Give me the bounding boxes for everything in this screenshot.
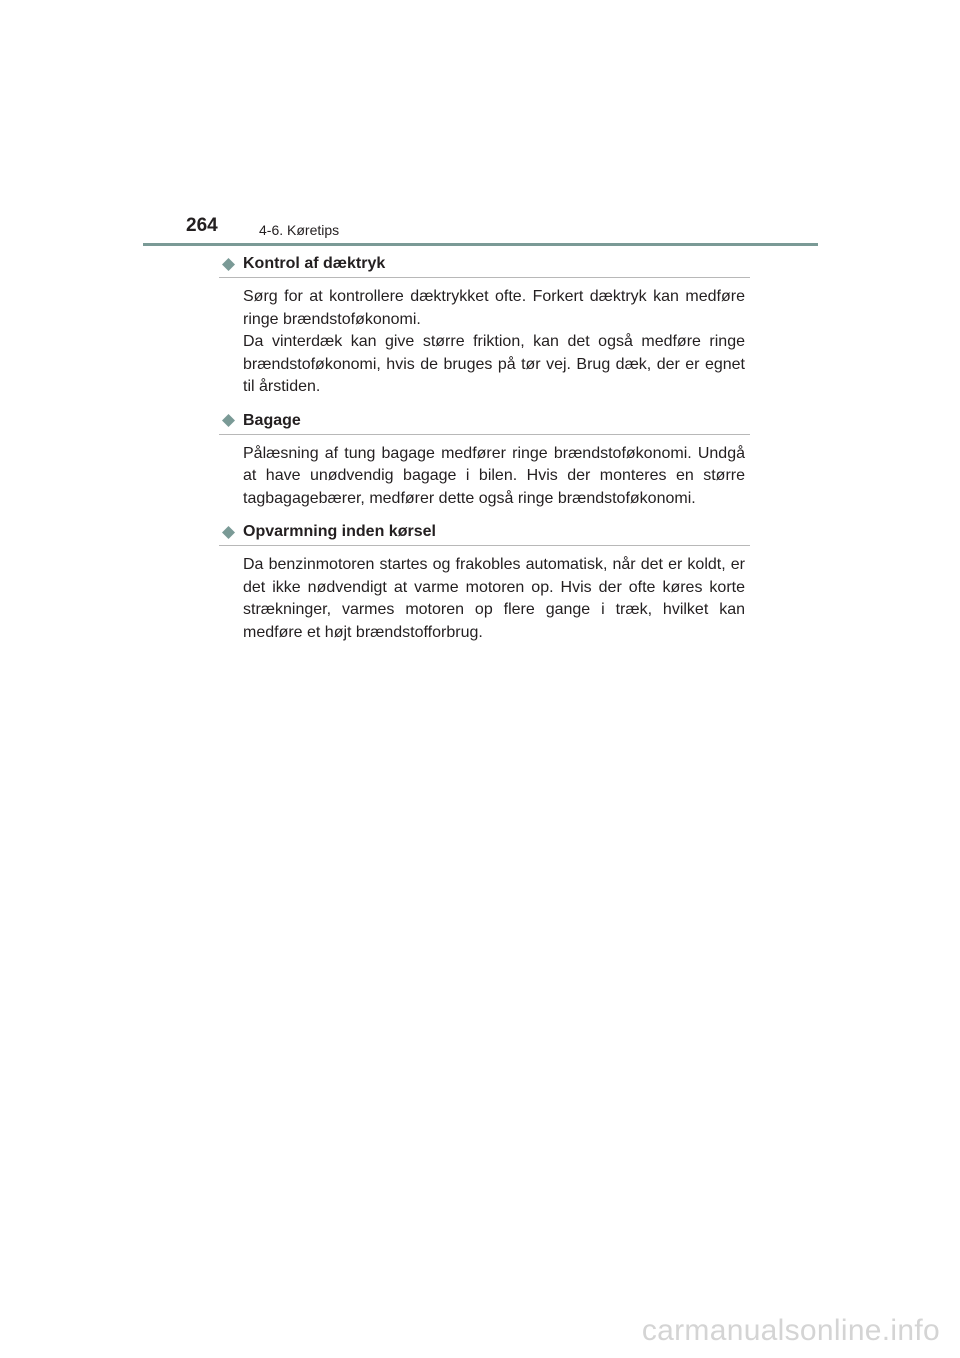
body-paragraph: Sørg for at kontrollere dæktrykket ofte. Forkert dæktryk kan medføre ringe brændstoføkonomi. — [243, 288, 745, 328]
page-content — [219, 252, 750, 654]
section-tire-pressure — [219, 252, 750, 399]
section-heading — [219, 252, 750, 278]
section-heading — [219, 520, 750, 546]
section-body — [243, 554, 745, 644]
section-heading-text: Opvarmning inden kørsel — [243, 523, 436, 540]
diamond-bullet-icon — [222, 526, 235, 539]
section-body — [243, 443, 745, 511]
chapter-section-label: 4-6. Køretips — [259, 222, 340, 238]
section-body — [243, 286, 745, 399]
section-heading — [219, 409, 750, 435]
section-warmup — [219, 520, 750, 644]
section-heading-text: Kontrol af dæktryk — [243, 255, 386, 272]
section-heading-text: Bagage — [243, 411, 301, 429]
page-number: 264 — [186, 215, 218, 236]
header-divider — [143, 243, 818, 246]
section-luggage — [219, 409, 750, 511]
diamond-bullet-icon — [222, 414, 235, 427]
watermark: carmanualsonline.info — [641, 1314, 940, 1347]
body-paragraph: Da vinterdæk kan give større friktion, kan det også medføre ringe brændstoføkonomi, hvis de bruges på tør vej. Brug dæk, der er egnet til årstiden. — [243, 333, 745, 395]
diamond-bullet-icon — [222, 258, 235, 271]
body-paragraph: Da benzinmotoren startes og frakobles automatisk, når det er koldt, er det ikke nødvendigt at varme motoren op. Hvis der ofte køres korte strækninger, varmes motoren op flere gange i træk, hvilket kan medføre et højt brændstofforbrug. — [243, 556, 745, 641]
body-paragraph: Pålæsning af tung bagage medfører ringe brændstoføkonomi. Undgå at have unødvendig bagage i bilen. Hvis der monteres en større tagbagagebærer, medfører dette også ringe brændstoføkonomi. — [243, 444, 745, 507]
